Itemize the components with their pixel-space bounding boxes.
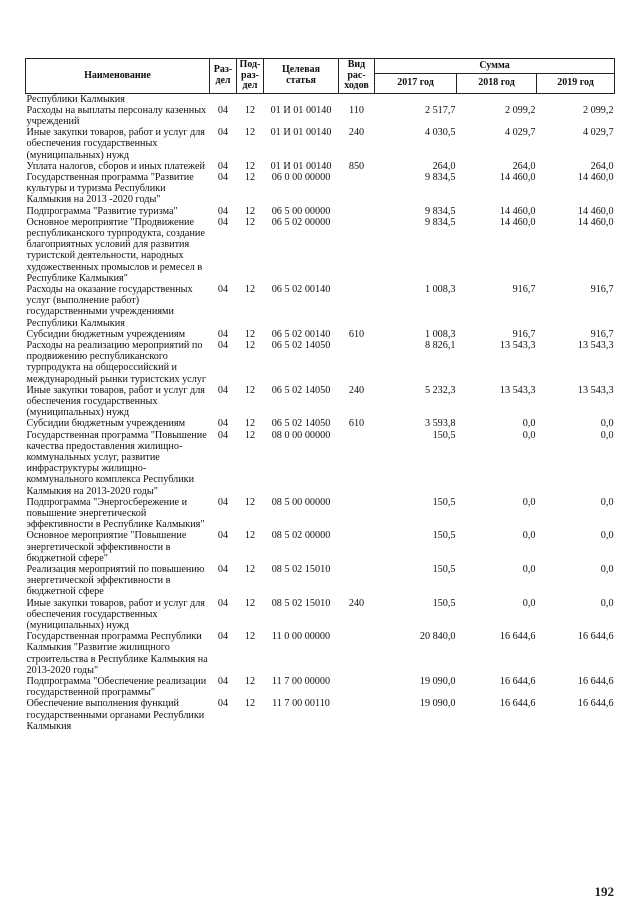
table-row [26,564,615,598]
cell-razdel: 04 [217,429,229,441]
cell-celevaya: 06 5 02 00140 [271,283,331,295]
table-row [26,698,615,732]
cell-2017: 4 030,5 [424,127,456,139]
table-row [26,161,615,172]
cell-2018: 2 099,2 [504,104,536,116]
cell-razdel: 04 [217,631,229,643]
cell-podrazdel: 12 [244,328,256,340]
cell-2017: 150,5 [432,597,456,609]
cell-vid [339,206,375,217]
cell-podrazdel: 12 [244,429,256,441]
cell-2017: 150,5 [432,530,456,542]
cell-razdel: 04 [217,205,229,217]
table-row [26,598,615,632]
cell-razdel: 04 [217,496,229,508]
table-row [26,206,615,217]
cell-vid [339,340,375,385]
cell-2019: 16 644,6 [577,676,614,688]
page-number: 192 [594,884,614,899]
table-row [26,497,615,531]
cell-podrazdel: 12 [244,597,256,609]
cell-podrazdel: 12 [244,530,256,542]
cell-2019: 0,0 [600,564,614,576]
header-celevaya: Целевая статья [264,59,339,94]
cell-vid [339,172,375,206]
cell-vid: 610 [348,328,365,340]
cell-2018: 4 029,7 [504,127,536,139]
cell-name: Основное мероприятие "Повышение энергетической эффективности в бюджетной сфере" [26,530,187,564]
cell-podrazdel: 12 [244,216,256,228]
cell-name: Подпрограмма "Энергосбережение и повышение энергетической эффективности в Республике Калмыкия" [26,496,205,531]
cell-razdel: 04 [217,283,229,295]
cell-podrazdel: 12 [244,127,256,139]
cell-2017: 264,0 [432,160,456,172]
cell-2017: 150,5 [432,429,456,441]
table-row [26,340,615,385]
cell-2018: 0,0 [522,496,536,508]
cell-2018: 16 644,6 [499,631,536,643]
cell-vid [339,284,375,329]
cell-2018: 16 644,6 [499,698,536,710]
cell-2019: 2 099,2 [582,104,614,116]
cell-2017: 19 090,0 [419,676,456,688]
cell-razdel: 04 [217,104,229,116]
cell-2017: 9 834,5 [424,205,456,217]
cell-celevaya: 11 7 00 00110 [272,698,330,710]
cell-razdel: 04 [217,564,229,576]
header-vid: Вид рас- ходов [339,59,375,94]
cell-razdel: 04 [217,171,229,183]
cell-2018: 916,7 [512,328,536,340]
cell-2019: 14 460,0 [577,216,614,228]
cell-vid: 610 [348,418,365,430]
cell-celevaya: 06 0 00 00000 [271,171,331,183]
cell-vid: 110 [349,104,364,116]
cell-celevaya: 06 5 00 00000 [271,205,331,217]
cell-name: Подпрограмма "Развитие туризма" [26,205,178,217]
cell-vid [339,217,375,284]
cell-name: Реализация мероприятий по повышению энергетической эффективности в бюджетной сфере [26,564,205,598]
cell-2019: 0,0 [600,418,614,430]
cell-2018: 13 543,3 [499,339,536,351]
header-podrazdel: Под- раз- дел [237,59,264,94]
cell-2019: 13 543,3 [577,384,614,396]
cell-2017: 1 008,3 [424,328,456,340]
cell-2019: 916,7 [590,328,614,340]
cell-2018: 0,0 [522,418,536,430]
cell-name: Расходы на оказание государственных услуг (выполнение работ) государственными учреждениями Республики Калмыкия [26,283,193,329]
header-year-2019: 2019 год [537,73,615,93]
cell-razdel [210,93,237,105]
cell-podrazdel: 12 [244,418,256,430]
cell-podrazdel: 12 [244,384,256,396]
table-row [26,385,615,419]
cell-razdel: 04 [217,127,229,139]
cell-celevaya: 08 5 00 00000 [271,496,331,508]
cell-name: Расходы на реализацию мероприятий по продвижению республиканского турпродукта на общероссийский и международный рынки туристских услуг [26,339,207,385]
cell-name: Основное мероприятие "Продвижение республиканского турпродукта, создание благоприятных условий для развития туристской деятельности, народных художественных промыслов и ремесел в Республике Калмыкия" [26,216,205,284]
cell-vid [339,497,375,531]
cell-name: Государственная программа "Повышение качества предоставления жилищно-коммунальных услуг, развитие инфраструктуры жилищно-коммунального комплекса Республики Калмыкия на 2013-2020 годы" [26,429,207,497]
cell-razdel: 04 [217,530,229,542]
cell-razdel: 04 [217,676,229,688]
cell-podrazdel: 12 [244,171,256,183]
cell-podrazdel: 12 [244,698,256,710]
cell-2018: 16 644,6 [499,676,536,688]
table-row [26,631,615,676]
header-year-2017: 2017 год [375,73,457,93]
cell-name: Иные закупки товаров, работ и услуг для обеспечения государственных (муниципальных) нужд [26,597,205,632]
cell-celevaya: 08 5 02 15010 [271,597,331,609]
cell-podrazdel: 12 [244,564,256,576]
cell-2018 [457,93,537,105]
cell-2018: 0,0 [522,564,536,576]
cell-2019: 16 644,6 [577,631,614,643]
cell-2017: 3 593,8 [424,418,456,430]
cell-razdel: 04 [217,384,229,396]
cell-vid [339,530,375,564]
cell-name: Государственная программа Республики Калмыкия "Развитие жилищного строительства в Республике Калмыкия на 2013-2020 годы" [26,631,208,676]
cell-2017: 9 834,5 [424,216,456,228]
cell-2017: 150,5 [432,496,456,508]
cell-2018: 0,0 [522,597,536,609]
cell-2017: 9 834,5 [424,171,456,183]
cell-vid [339,564,375,598]
cell-razdel: 04 [217,339,229,351]
cell-2018: 14 460,0 [499,205,536,217]
table-row [26,105,615,127]
cell-celevaya: 01 И 01 00140 [270,160,332,172]
cell-2018: 0,0 [522,429,536,441]
cell-name: Уплата налогов, сборов и иных платежей [26,160,205,172]
cell-2019: 0,0 [600,429,614,441]
cell-vid [339,698,375,732]
cell-2018: 264,0 [512,160,536,172]
table-row [26,530,615,564]
cell-2018: 14 460,0 [499,216,536,228]
cell-name: Субсидии бюджетным учреждениям [26,418,186,430]
cell-2017: 150,5 [432,564,456,576]
cell-vid: 240 [348,384,365,396]
cell-podrazdel: 12 [244,676,256,688]
table-row [26,172,615,206]
cell-celevaya: 11 0 00 00000 [271,631,331,643]
cell-vid: 850 [348,160,365,172]
cell-vid [339,676,375,698]
budget-table [25,58,615,732]
cell-2019: 264,0 [590,160,614,172]
table-row [26,284,615,329]
table-body [26,93,615,732]
cell-podrazdel: 12 [244,496,256,508]
cell-2019: 0,0 [600,597,614,609]
cell-name: Подпрограмма "Обеспечение реализации государственной программы" [26,676,207,699]
cell-razdel: 04 [217,216,229,228]
cell-2017: 19 090,0 [419,698,456,710]
cell-2019: 14 460,0 [577,205,614,217]
table-row [26,217,615,284]
table-row [26,676,615,698]
cell-celevaya: 06 5 02 00140 [271,328,331,340]
cell-name: Иные закупки товаров, работ и услуг для обеспечения государственных (муниципальных) нужд [26,384,205,419]
cell-podrazdel: 12 [244,631,256,643]
cell-2019: 14 460,0 [577,171,614,183]
header-summa: Сумма [375,59,615,74]
cell-celevaya [264,93,339,105]
cell-celevaya: 06 5 02 14050 [271,384,331,396]
cell-razdel: 04 [217,160,229,172]
cell-2019: 0,0 [600,530,614,542]
cell-podrazdel: 12 [244,283,256,295]
cell-razdel: 04 [217,328,229,340]
cell-vid [339,93,375,105]
cell-2017: 8 826,1 [424,339,456,351]
cell-2017: 20 840,0 [419,631,456,643]
cell-vid: 240 [348,597,365,609]
cell-2018: 916,7 [512,283,536,295]
cell-2018: 0,0 [522,530,536,542]
cell-2017: 5 232,3 [424,384,456,396]
table-row [26,430,615,497]
cell-podrazdel: 12 [244,339,256,351]
cell-celevaya: 08 5 02 00000 [271,530,331,542]
cell-celevaya: 01 И 01 00140 [270,104,332,116]
cell-2019: 916,7 [590,283,614,295]
cell-2019 [537,93,615,105]
cell-podrazdel: 12 [244,160,256,172]
cell-2019: 0,0 [600,496,614,508]
cell-podrazdel [237,93,264,105]
cell-name: Иные закупки товаров, работ и услуг для обеспечения государственных (муниципальных) нужд [26,127,205,161]
cell-vid: 240 [348,127,365,139]
table-row [26,93,615,105]
cell-vid [339,631,375,676]
cell-vid [339,430,375,497]
cell-2017: 1 008,3 [424,283,456,295]
cell-celevaya: 06 5 02 14050 [271,339,331,351]
table-row [26,127,615,161]
cell-celevaya: 08 5 02 15010 [271,564,331,576]
header-name: Наименование [26,59,210,94]
cell-razdel: 04 [217,698,229,710]
cell-2019: 16 644,6 [577,698,614,710]
header-razdel: Раз- дел [210,59,237,94]
cell-celevaya: 01 И 01 00140 [270,127,332,139]
table-row [26,329,615,340]
cell-name: Субсидии бюджетным учреждениям [26,328,186,340]
cell-2017 [375,93,457,105]
cell-2018: 14 460,0 [499,171,536,183]
table-header [26,59,615,94]
header-year-2018: 2018 год [457,73,537,93]
cell-podrazdel: 12 [244,104,256,116]
cell-name: Расходы на выплаты персоналу казенных учреждений [26,104,207,127]
table-row [26,418,615,429]
cell-name: Обеспечение выполнения функций государственными органами Республики Калмыкия [26,698,205,732]
cell-podrazdel: 12 [244,205,256,217]
cell-celevaya: 06 5 02 14050 [271,418,331,430]
cell-razdel: 04 [217,597,229,609]
cell-celevaya: 08 0 00 00000 [271,429,331,441]
cell-name: Государственная программа "Развитие культуры и туризма Республики Калмыкия на 2013 -2020 годы" [26,171,194,206]
cell-celevaya: 06 5 02 00000 [271,216,331,228]
cell-name: Республики Калмыкия [26,93,125,105]
cell-2019: 13 543,3 [577,339,614,351]
cell-razdel: 04 [217,418,229,430]
cell-celevaya: 11 7 00 00000 [271,676,331,688]
cell-2018: 13 543,3 [499,384,536,396]
cell-2019: 4 029,7 [582,127,614,139]
cell-2017: 2 517,7 [424,104,456,116]
